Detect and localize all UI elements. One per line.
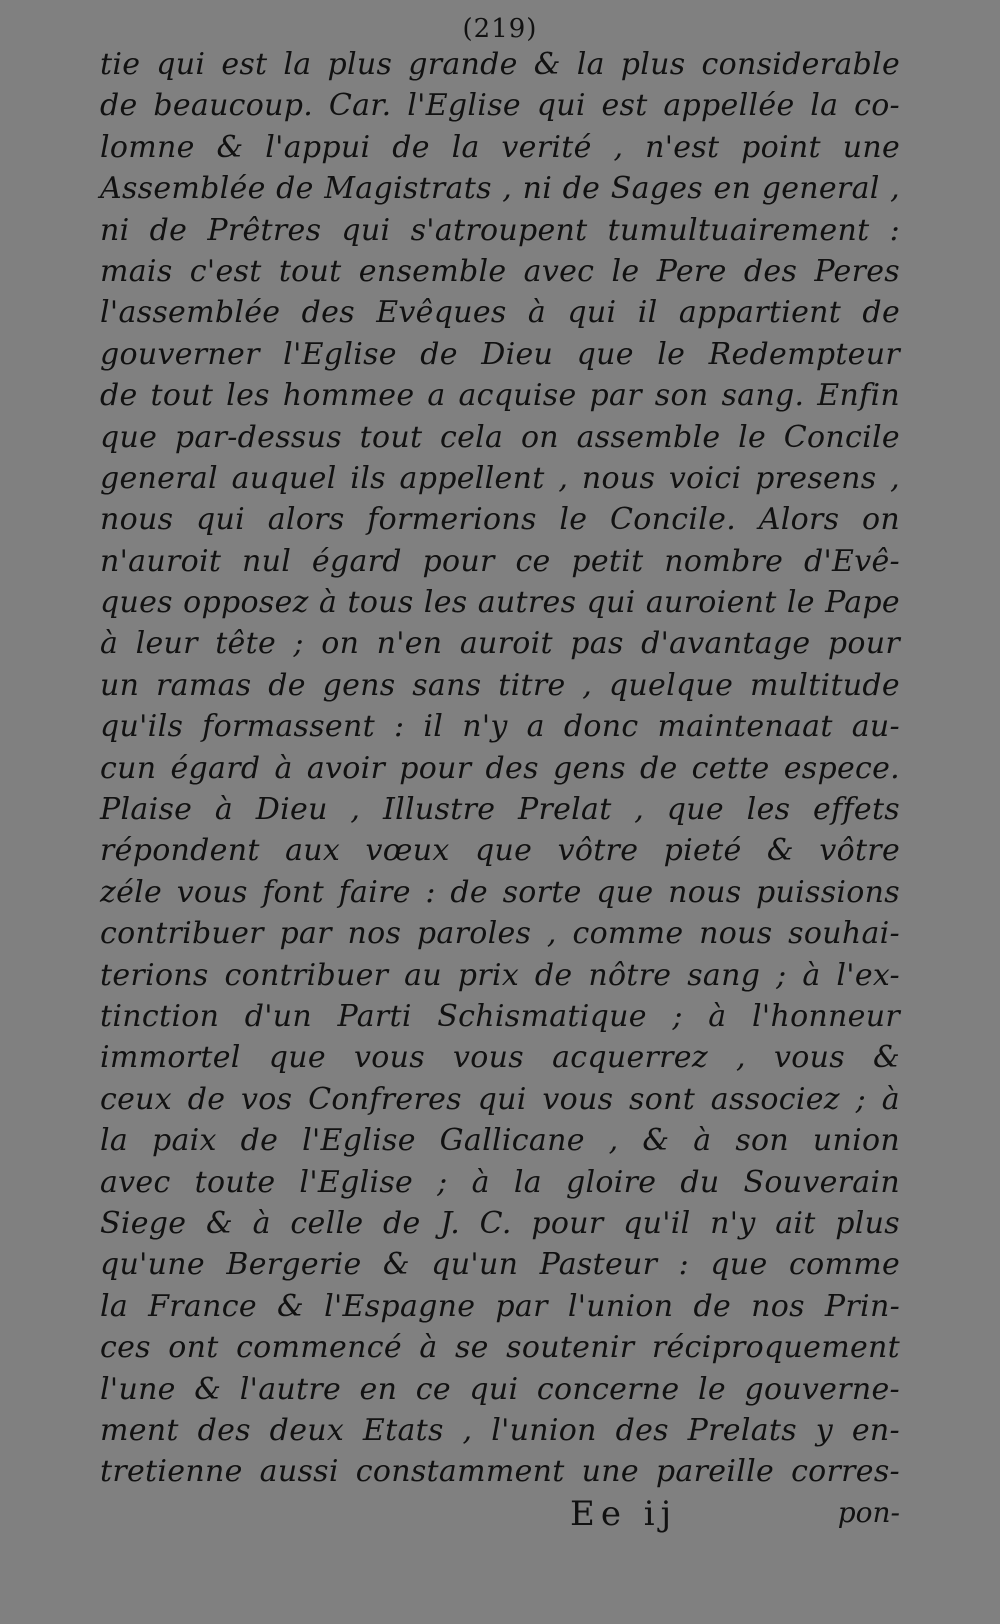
catchword: pon-	[837, 1496, 900, 1529]
text-line: ment des deux Etats , l'union des Prelats y en-	[100, 1412, 900, 1448]
text-line: qu'une Bergerie & qu'un Pasteur : que comme	[100, 1247, 900, 1283]
signature-mark: Ee ij	[570, 1494, 678, 1534]
body-text	[100, 44, 900, 1493]
text-line: immortel que vous vous acquerrez , vous &	[100, 1040, 900, 1076]
text-line: l'une & l'autre en ce qui concerne le gouverne-	[100, 1371, 900, 1407]
text-line: zéle vous font faire : de sorte que nous puissions	[100, 874, 900, 910]
text-line: à leur tête ; on n'en auroit pas d'avantage pour	[100, 626, 900, 662]
text-line: gouverner l'Eglise de Dieu que le Redempteur	[100, 336, 900, 372]
text-line: n'auroit nul égard pour ce petit nombre d'Evê-	[100, 543, 900, 579]
text-line: Plaise à Dieu , Illustre Prelat , que les effets	[100, 792, 900, 828]
text-line: general auquel ils appellent , nous voici presens ,	[100, 460, 900, 496]
text-line: la France & l'Espagne par l'union de nos Prin-	[100, 1288, 900, 1324]
text-line: Assemblée de Magistrats , ni de Sages en general ,	[100, 171, 900, 207]
text-line: de beaucoup. Car. l'Eglise qui est appellée la co-	[100, 88, 900, 124]
text-line: un ramas de gens sans titre , quelque multitude	[100, 667, 900, 703]
text-line: ceux de vos Confreres qui vous sont associez ; à	[100, 1081, 900, 1117]
text-line: contribuer par nos paroles , comme nous souhai-	[100, 916, 900, 952]
text-line: tretienne aussi constamment une pareille corres-	[100, 1454, 900, 1490]
text-line: Siege & à celle de J. C. pour qu'il n'y ait plus	[100, 1205, 900, 1241]
text-line: l'assemblée des Evêques à qui il appartient de	[100, 295, 900, 331]
text-line: tie qui est la plus grande & la plus considerable	[100, 47, 900, 82]
text-line: tinction d'un Parti Schismatique ; à l'honneur	[100, 998, 900, 1034]
text-line: mais c'est tout ensemble avec le Pere des Peres	[100, 253, 900, 289]
text-line: cun égard à avoir pour des gens de cette espece.	[100, 750, 900, 786]
text-line: nous qui alors formerions le Concile. Alors on	[100, 502, 900, 538]
page-footer	[100, 1494, 900, 1538]
text-line: de tout les hommee a acquise par son sang. Enfin	[100, 378, 900, 414]
page-number: (219)	[462, 14, 538, 44]
text-line: lomne & l'appui de la verité , n'est point une	[100, 129, 900, 165]
text-line: qu'ils formassent : il n'y a donc maintenaat au-	[100, 709, 900, 745]
text-line: répondent aux vœux que vôtre pieté & vôtre	[100, 833, 900, 869]
text-line: ces ont commencé à se soutenir réciproquement	[100, 1330, 900, 1366]
text-line: avec toute l'Eglise ; à la gloire du Souverain	[100, 1164, 900, 1200]
text-line: ques opposez à tous les autres qui auroient le Pape	[100, 585, 900, 621]
text-line: la paix de l'Eglise Gallicane , & à son union	[100, 1123, 900, 1159]
text-line: ni de Prêtres qui s'atroupent tumultuairement :	[100, 212, 900, 248]
text-line: terions contribuer au prix de nôtre sang ; à l'ex-	[100, 957, 900, 993]
text-line: que par-dessus tout cela on assemble le Concile	[100, 419, 900, 455]
